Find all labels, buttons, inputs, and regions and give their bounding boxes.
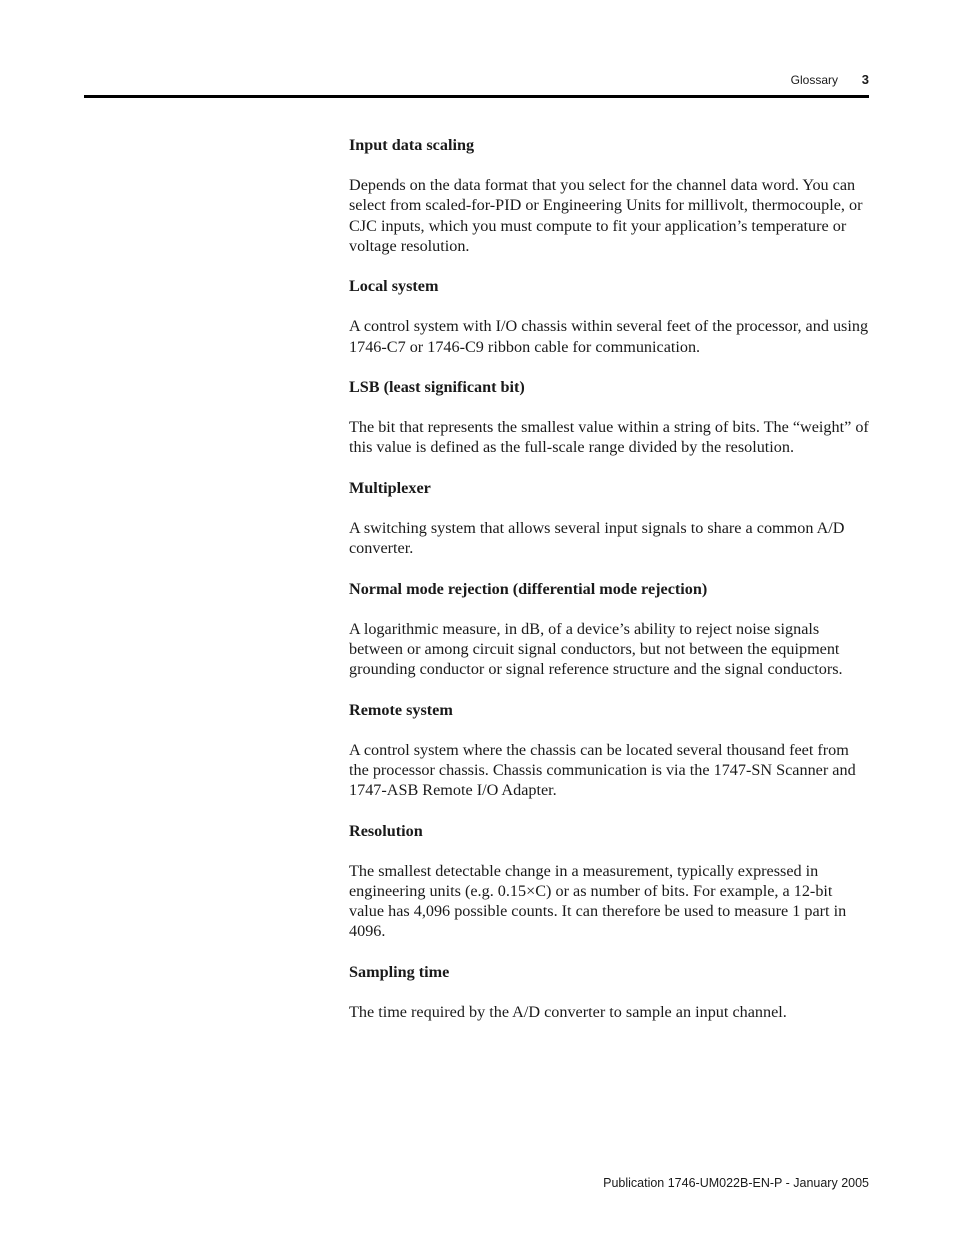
entry-term: Resolution bbox=[349, 821, 423, 840]
entry-term: Multiplexer bbox=[349, 478, 431, 497]
glossary-entry bbox=[349, 700, 869, 801]
page-header bbox=[84, 72, 869, 90]
entry-term: Remote system bbox=[349, 700, 453, 719]
entry-definition: A control system where the chassis can be located several thousand feet from the processor chassis. Chassis communication is via the 1747-SN Scanner and 1747-ASB Remote I/O Adapter. bbox=[349, 740, 856, 800]
glossary-entry bbox=[349, 962, 869, 1022]
entry-term: Sampling time bbox=[349, 962, 450, 981]
entry-definition: A logarithmic measure, in dB, of a device’s ability to reject noise signals between or among circuit signal conductors, but not between the equipment grounding conductor or signal reference structure and the signal conductors. bbox=[349, 619, 843, 679]
entry-definition: Depends on the data format that you select for the channel data word. You can select from scaled-for-PID or Engineering Units for millivolt, thermocouple, or CJC inputs, which you must compute to fit your application’s temperature or voltage resolution. bbox=[349, 176, 863, 255]
glossary-entry bbox=[349, 478, 869, 559]
entry-term: Input data scaling bbox=[349, 136, 475, 154]
glossary-entry bbox=[349, 135, 869, 256]
entry-term: Local system bbox=[349, 277, 439, 296]
entry-definition: A control system with I/O chassis within several feet of the processor, and using 1746-C7 or 1746-C9 ribbon cable for communication. bbox=[349, 317, 869, 356]
entry-definition: A switching system that allows several input signals to share a common A/D converter. bbox=[349, 519, 845, 558]
entry-term: LSB (least significant bit) bbox=[349, 378, 525, 396]
header-section-title: Glossary bbox=[790, 73, 838, 87]
header-rule bbox=[84, 95, 869, 98]
glossary-entry bbox=[349, 579, 869, 680]
entry-term: Normal mode rejection (differential mode rejection) bbox=[349, 579, 708, 598]
page-number: 3 bbox=[861, 72, 869, 87]
publication-footer: Publication 1746-UM022B-EN-P - January 2005 bbox=[603, 1176, 869, 1190]
entry-definition: The bit that represents the smallest value within a string of bits. The “weight” of this value is defined as the full-scale range divided by the resolution. bbox=[349, 418, 869, 457]
entry-definition: The time required by the A/D converter to sample an input channel. bbox=[349, 1003, 787, 1021]
glossary-entry bbox=[349, 821, 869, 942]
glossary-entry bbox=[349, 276, 869, 357]
entry-definition: The smallest detectable change in a measurement, typically expressed in engineering units (e.g. 0.15×C) or as number of bits. For example, a 12-bit value has 4,096 possible counts. It can therefore be used to measure 1 part in 4096. bbox=[349, 861, 847, 941]
glossary-entry bbox=[349, 377, 869, 458]
glossary-entries bbox=[349, 135, 869, 1042]
